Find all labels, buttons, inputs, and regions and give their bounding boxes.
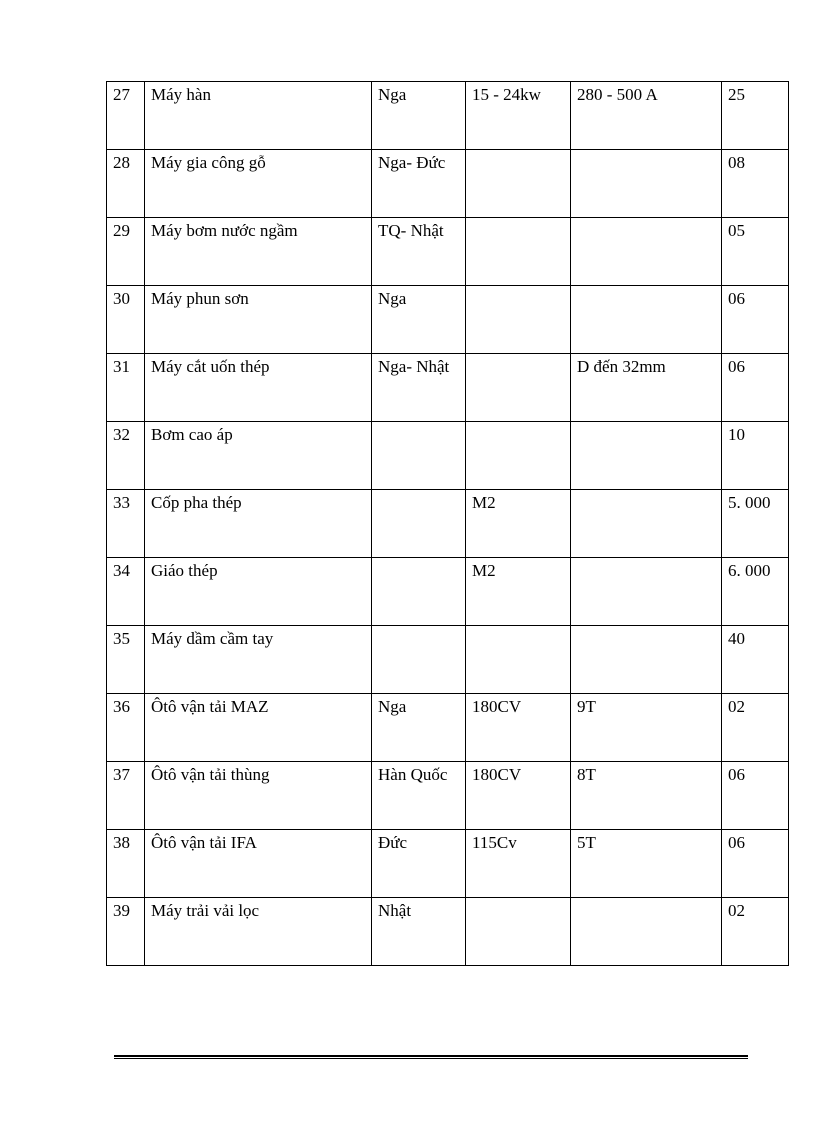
table-row [107,558,789,626]
cell-name: Ôtô vận tải thùng [145,762,372,830]
cell-qty: 06 [722,830,789,898]
cell-name: Giáo thép [145,558,372,626]
cell-spec [571,286,722,354]
equipment-table [106,81,789,966]
cell-stt: 31 [107,354,145,422]
cell-name: Cốp pha thép [145,490,372,558]
cell-name: Máy hàn [145,82,372,150]
cell-power [466,422,571,490]
cell-qty: 6. 000 [722,558,789,626]
table-row [107,694,789,762]
cell-qty: 02 [722,898,789,966]
cell-origin: TQ- Nhật [372,218,466,286]
cell-origin: Nga- Nhật [372,354,466,422]
cell-origin [372,626,466,694]
cell-power [466,218,571,286]
cell-origin: Nga [372,694,466,762]
cell-stt: 27 [107,82,145,150]
cell-stt: 29 [107,218,145,286]
cell-power [466,354,571,422]
cell-qty: 06 [722,762,789,830]
table-row [107,150,789,218]
table-row [107,218,789,286]
cell-origin [372,490,466,558]
cell-origin: Đức [372,830,466,898]
footer-divider [114,1055,748,1059]
cell-stt: 28 [107,150,145,218]
cell-origin: Nga [372,82,466,150]
cell-power [466,286,571,354]
cell-stt: 39 [107,898,145,966]
cell-origin: Nhật [372,898,466,966]
cell-name: Bơm cao áp [145,422,372,490]
cell-spec [571,150,722,218]
table-row [107,490,789,558]
cell-qty: 06 [722,354,789,422]
cell-power [466,898,571,966]
cell-spec [571,218,722,286]
cell-stt: 36 [107,694,145,762]
cell-spec: 5T [571,830,722,898]
cell-qty: 5. 000 [722,490,789,558]
cell-qty: 05 [722,218,789,286]
cell-qty: 40 [722,626,789,694]
cell-qty: 25 [722,82,789,150]
cell-stt: 38 [107,830,145,898]
cell-stt: 30 [107,286,145,354]
cell-spec [571,558,722,626]
table-row [107,830,789,898]
table-row [107,762,789,830]
cell-origin: Nga [372,286,466,354]
cell-qty: 02 [722,694,789,762]
cell-stt: 37 [107,762,145,830]
cell-power: 115Cv [466,830,571,898]
table-row [107,626,789,694]
cell-name: Máy cắt uốn thép [145,354,372,422]
cell-spec: D đến 32mm [571,354,722,422]
cell-qty: 08 [722,150,789,218]
cell-name: Máy phun sơn [145,286,372,354]
equipment-table-body [107,82,789,966]
table-row [107,286,789,354]
cell-spec [571,422,722,490]
cell-spec: 280 - 500 A [571,82,722,150]
cell-spec [571,898,722,966]
cell-power: M2 [466,558,571,626]
cell-spec [571,626,722,694]
cell-origin [372,422,466,490]
table-row [107,82,789,150]
cell-power: M2 [466,490,571,558]
cell-stt: 33 [107,490,145,558]
cell-name: Máy trải vải lọc [145,898,372,966]
cell-power [466,626,571,694]
cell-power [466,150,571,218]
cell-origin: Nga- Đức [372,150,466,218]
cell-stt: 32 [107,422,145,490]
cell-origin [372,558,466,626]
cell-origin: Hàn Quốc [372,762,466,830]
table-row [107,898,789,966]
cell-name: Ôtô vận tải IFA [145,830,372,898]
cell-qty: 10 [722,422,789,490]
cell-power: 15 - 24kw [466,82,571,150]
cell-name: Máy bơm nước ngầm [145,218,372,286]
cell-power: 180CV [466,694,571,762]
table-row [107,422,789,490]
cell-spec [571,490,722,558]
cell-spec: 9T [571,694,722,762]
cell-name: Máy gia công gỗ [145,150,372,218]
cell-stt: 34 [107,558,145,626]
table-row [107,354,789,422]
cell-name: Máy dầm cầm tay [145,626,372,694]
cell-qty: 06 [722,286,789,354]
cell-spec: 8T [571,762,722,830]
cell-name: Ôtô vận tải MAZ [145,694,372,762]
cell-power: 180CV [466,762,571,830]
cell-stt: 35 [107,626,145,694]
